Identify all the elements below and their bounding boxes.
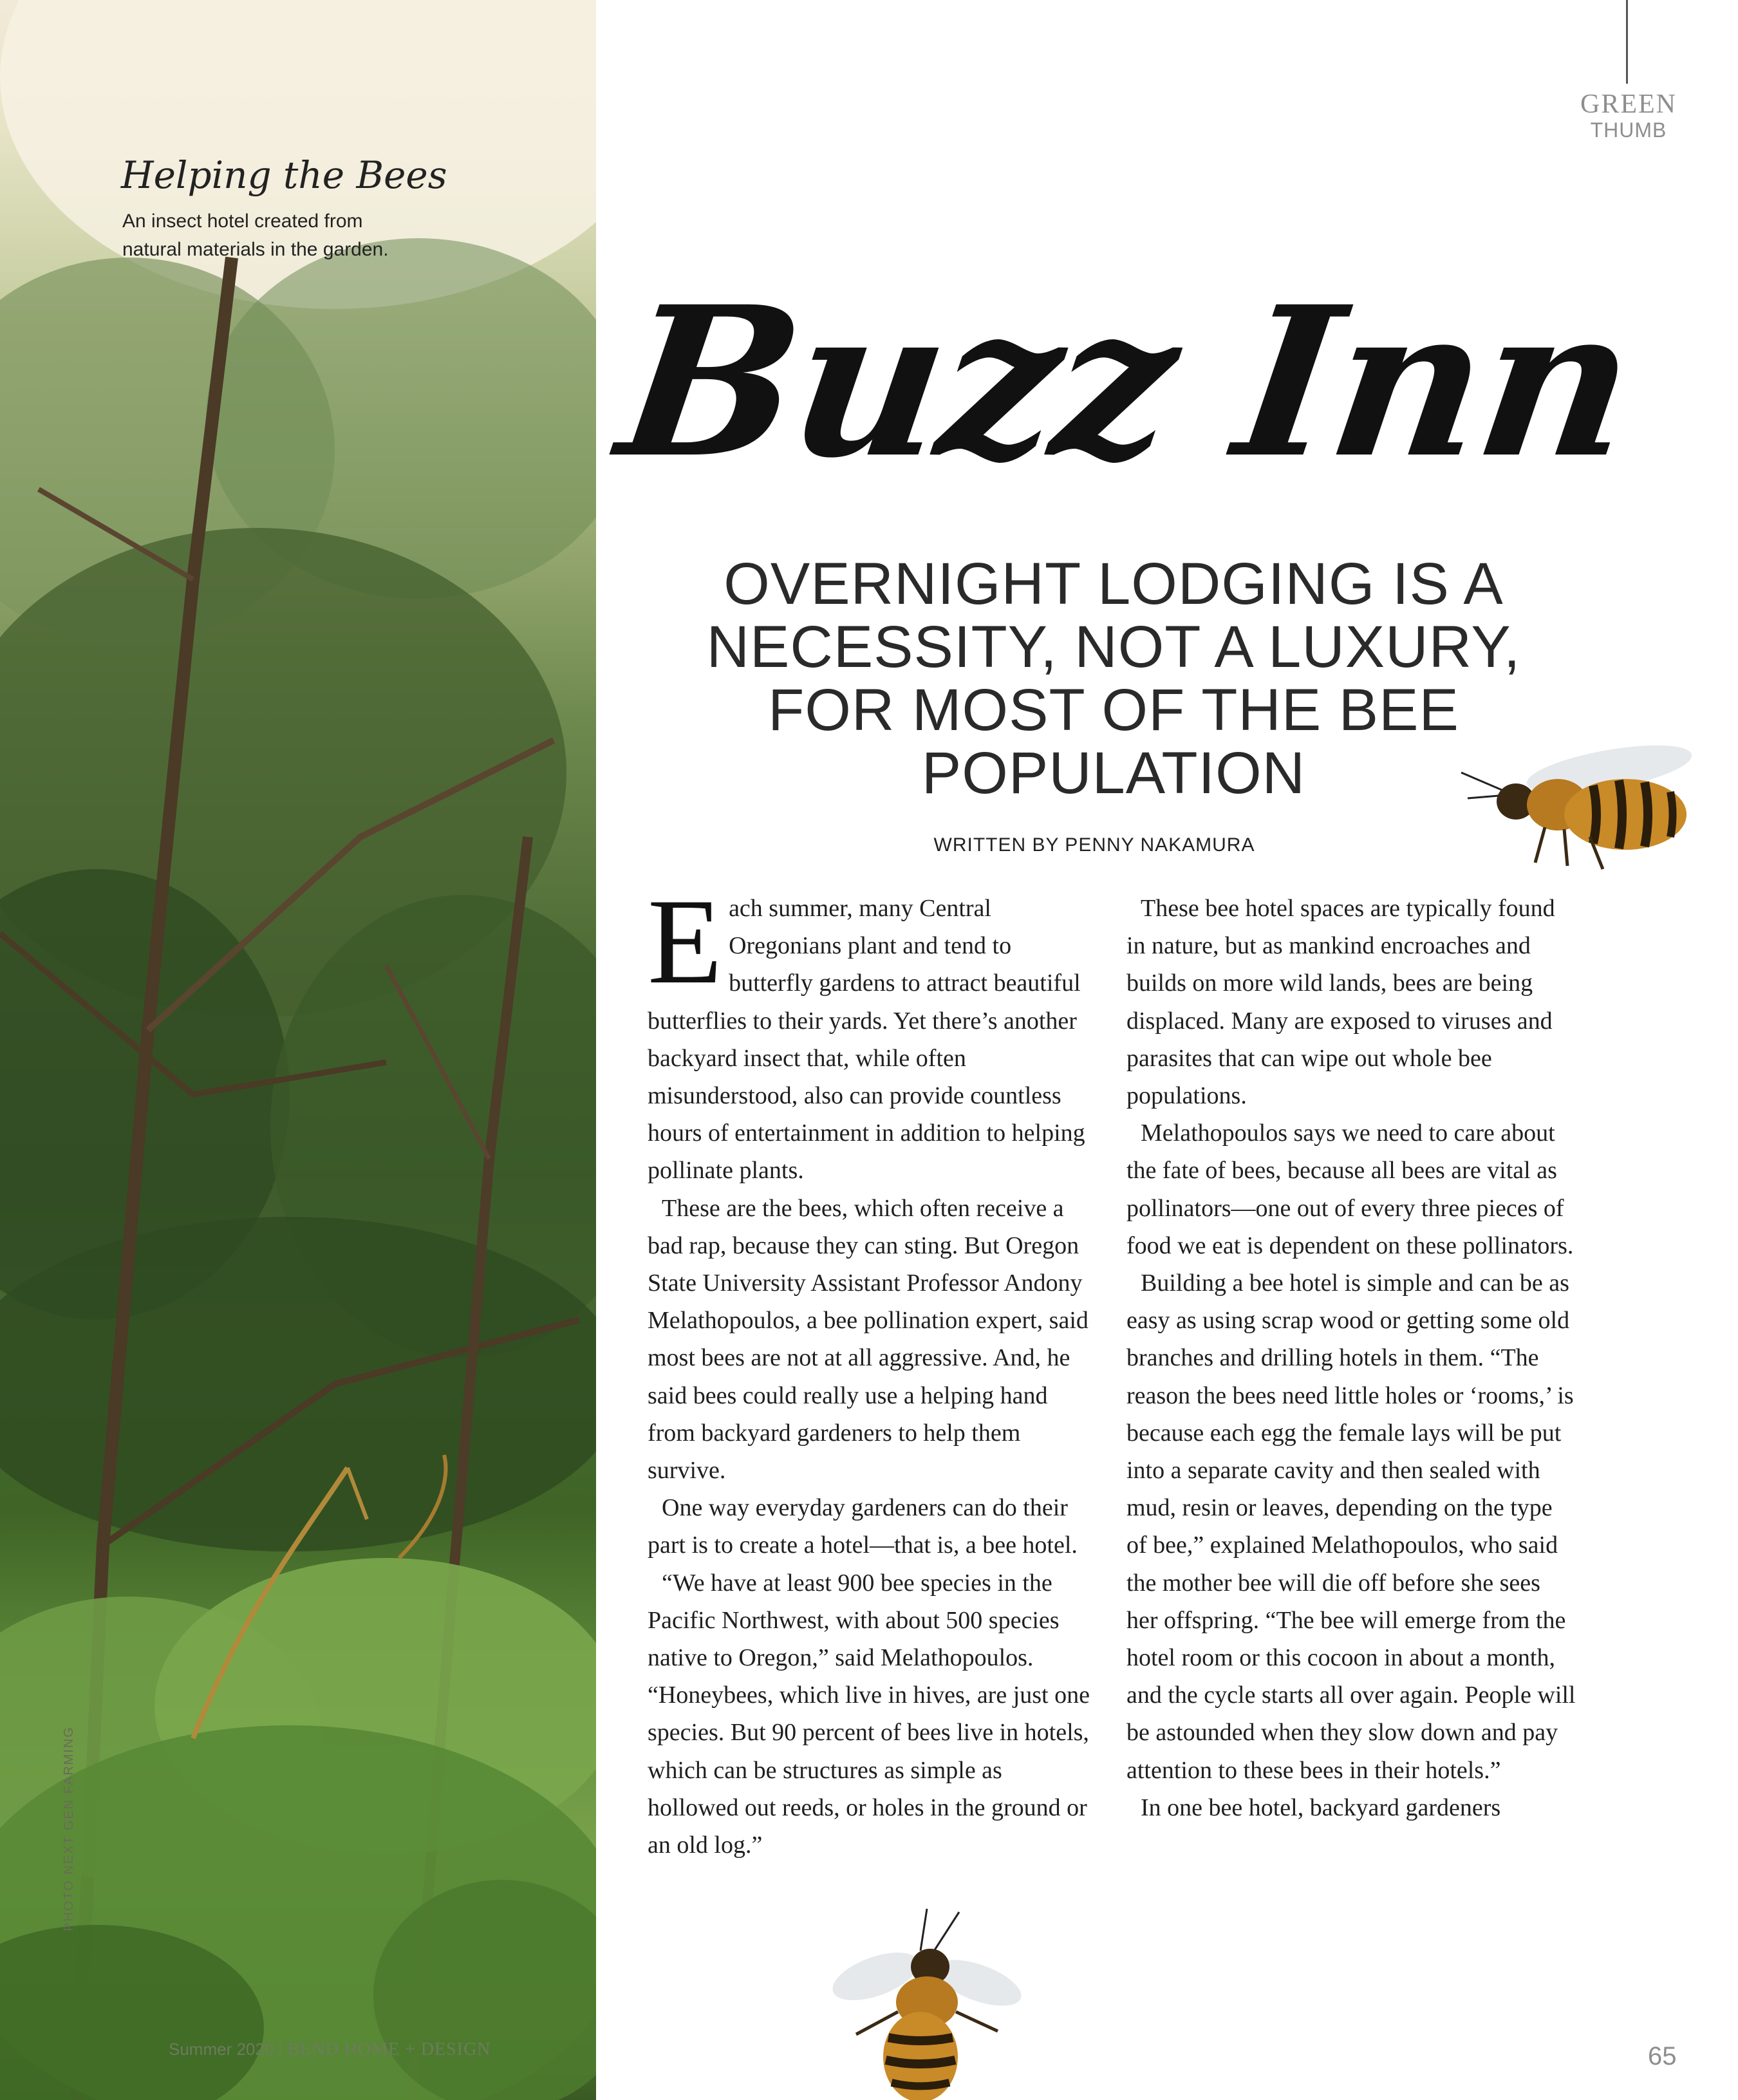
paragraph: These are the bees, which often receive a bad rap, because they can sting. But Oregon State University Assistant Professor Andony Melathopoulos, a bee pollination expert, said most bees are not at all aggressive. And, he said bees could really use a helping hand from backyard gardeners to help them survive. bbox=[648, 1194, 1089, 1485]
top-rule bbox=[1626, 0, 1628, 84]
paragraph: “We have at least 900 bee species in the Pacific Northwest, with about 500 species native to Oregon,” said Melathopoulos. “Honeybees, which live in hives, are just one species. But 90 percent of bees live in hotels, which can be structures as simple as hollowed out reeds, or holes in the ground or an old log.” bbox=[648, 1569, 1090, 1859]
footer-issue bbox=[169, 2039, 491, 2060]
bee-icon bbox=[1455, 734, 1712, 876]
garden-photo bbox=[0, 0, 596, 2100]
issue-label: Summer 2020 bbox=[169, 2039, 274, 2059]
section-label-bottom: THUMB bbox=[1590, 118, 1667, 142]
paragraph: These bee hotel spaces are typically found in nature, but as mankind encroaches and builds on more wild lands, bees are being displaced. Many are exposed to viruses and parasites that can wipe out whole bee populations. bbox=[1126, 895, 1555, 1110]
article-column-left bbox=[648, 874, 1098, 1864]
byline: WRITTEN BY PENNY NAKAMURA bbox=[933, 834, 1255, 856]
dek: OVERNIGHT LODGING IS A NECESSITY, NOT A LUXURY, FOR MOST OF THE BEE POPULATION bbox=[706, 551, 1521, 806]
footer-separator: | bbox=[278, 2039, 283, 2059]
trees-illustration bbox=[0, 0, 596, 2100]
paragraph: One way everyday gardeners can do their part is to create a hotel—that is, a bee hotel. bbox=[648, 1494, 1078, 1559]
page-number: 65 bbox=[1648, 2042, 1677, 2070]
paragraph-text: ach summer, many Central Oregonians plant and tend to butterfly gardens to attract beautiful butterflies to their yards. Yet there’s another backyard insect that, while often misunderstood, also can provide countless hours of entertainment in addition to helping pollinate plants. bbox=[648, 895, 1085, 1185]
bee-icon bbox=[830, 1906, 1023, 2100]
paragraph: Melathopoulos says we need to care about the fate of bees, because all bees are vital as pollinators—one out of every three pieces of food we eat is dependent on these pollinators. bbox=[1126, 1120, 1574, 1259]
headline: Buzz Inn bbox=[607, 262, 1646, 503]
paragraph: Building a bee hotel is simple and can be as easy as using scrap wood or getting some old branches and drilling hotels in them. “The reason the bees need little holes or ‘rooms,’ is because each egg the female lays will be put into a separate cavity and then sealed with mud, resin or leaves, depending on the type of bee,” explained Melathopoulos, who said the mother bee will die off before she sees her offspring. “The bee will emerge from the hotel room or this cocoon in about a month, and the cycle starts all over again. People will be astounded when they slow down and pay attention to these bees in their hotels.” bbox=[1126, 1270, 1576, 1784]
paragraph bbox=[648, 874, 1098, 1190]
drop-cap: E bbox=[648, 874, 723, 1009]
magazine-name: BEND HOME + DESIGN bbox=[287, 2039, 491, 2059]
paragraph: In one bee hotel, backyard gardeners bbox=[1141, 1794, 1501, 1821]
photo-credit: PHOTO NEXT GEN FARMING bbox=[62, 1726, 76, 1931]
caption-text: An insect hotel created from natural materials in the garden. bbox=[122, 211, 389, 260]
article-column-right bbox=[1126, 890, 1577, 1826]
section-label-top: GREEN bbox=[1580, 89, 1677, 119]
caption-title: Helping the Bees bbox=[121, 153, 447, 197]
